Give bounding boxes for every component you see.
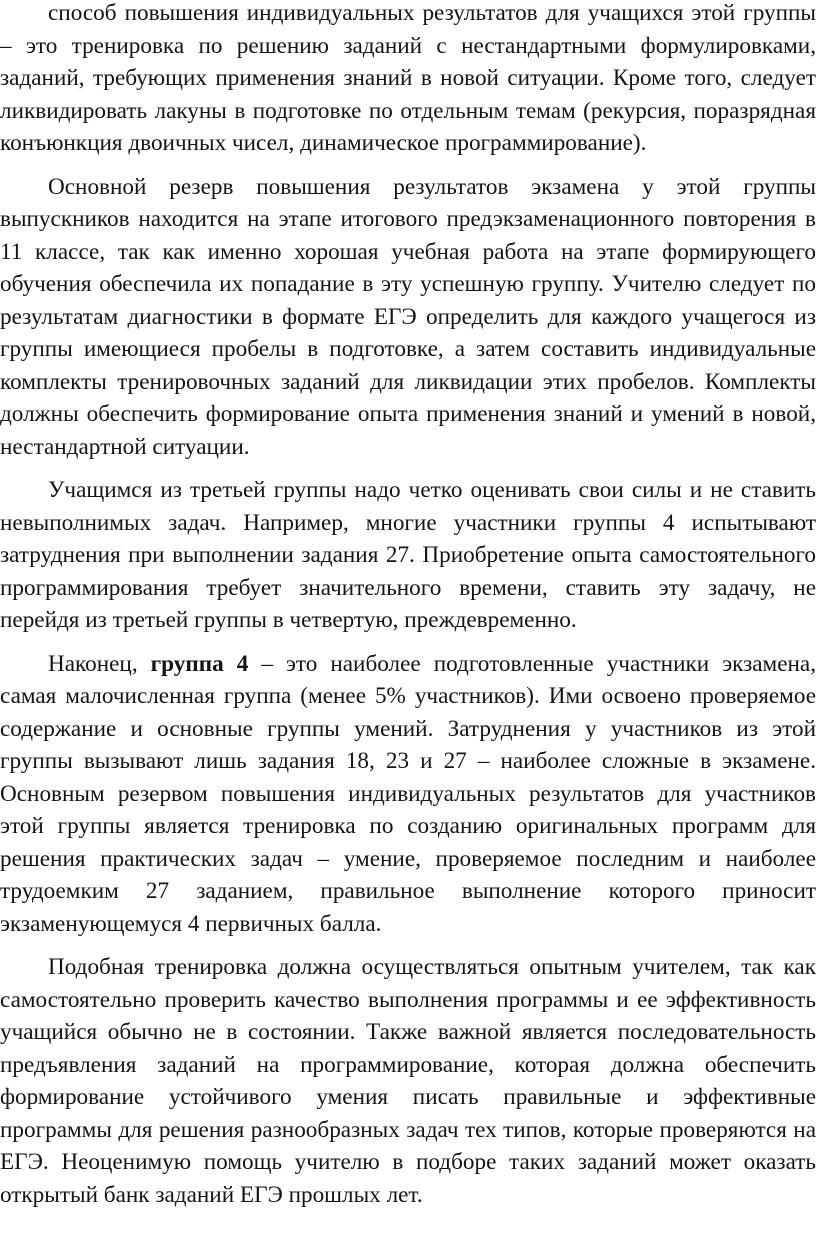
paragraph-4-bold: группа 4 [150, 650, 249, 677]
paragraph-2-text: Основной резерв повышения результатов экзамена у этой группы выпускников находится на этапе итогового предэкзаменационного повторения в 11 классе, так как именно хорошая учебная работа на этапе формирующего обучения обеспечила их попадание в эту успешную группу. Учителю следует по результатам диагностики в формате ЕГЭ определить для каждого учащегося из группы имеющиеся пробелы в подготовке, а затем составить индивидуальные комплекты тренировочных заданий для ликвидации этих пробелов. Комплекты должны обеспечить формирование опыта применения знаний и умений в новой, нестандартной ситуации. [0, 173, 816, 460]
paragraph-4-lead: Наконец, [48, 650, 151, 677]
paragraph-3 [0, 474, 816, 637]
paragraph-2 [0, 171, 816, 464]
paragraph-1-text: способ повышения индивидуальных результатов для учащихся этой группы – это тренировка по решению заданий с нестандартными формулировками, заданий, требующих применения знаний в новой ситуации. Кроме того, следует ликвидировать лакуны в подготовке по отдельным темам (рекурсия, поразрядная конъюнкция двоичных чисел, динамическое программирование). [0, 0, 816, 156]
paragraph-5-text: Подобная тренировка должна осуществляться опытным учителем, так как самостоятельно проверить качество выполнения программы и ее эффективность учащийся обычно не в состоянии. Также важной является последовательность предъявления заданий на программирование, которая должна обеспечить формирование устойчивого умения писать правильные и эффективные программы для решения разнообразных задач тех типов, которые проверяются на ЕГЭ. Неоценимую помощь учителю в подборе таких заданий может оказать открытый банк заданий ЕГЭ прошлых лет. [0, 954, 816, 1208]
paragraph-5 [0, 951, 816, 1211]
paragraph-3-text: Учащимся из третьей группы надо четко оценивать свои силы и не ставить невыполнимых задач. Например, многие участники группы 4 испытывают затруднения при выполнении задания 27. Приобретение опыта самостоятельного программирования требует значительного времени, ставить эту задачу, не перейдя из третьей группы в четвертую, преждевременно. [0, 477, 816, 633]
paragraph-4 [0, 648, 816, 941]
paragraph-4-text: – это наиболее подготовленные участники экзамена, самая малочисленная группа (менее 5% участников). Ими освоено проверяемое содержание и основные группы умений. Затруднения у участников из этой группы вызывают лишь задания 18, 23 и 27 – наиболее сложные в экзамене. Основным резервом повышения индивидуальных результатов для участников этой группы является тренировка по созданию оригинальных программ для решения практических задач – умение, проверяемое последним и наиболее трудоемким 27 заданием, правильное выполнение которого приносит экзаменующемуся 4 первичных балла. [0, 650, 816, 937]
paragraph-1 [0, 0, 816, 160]
